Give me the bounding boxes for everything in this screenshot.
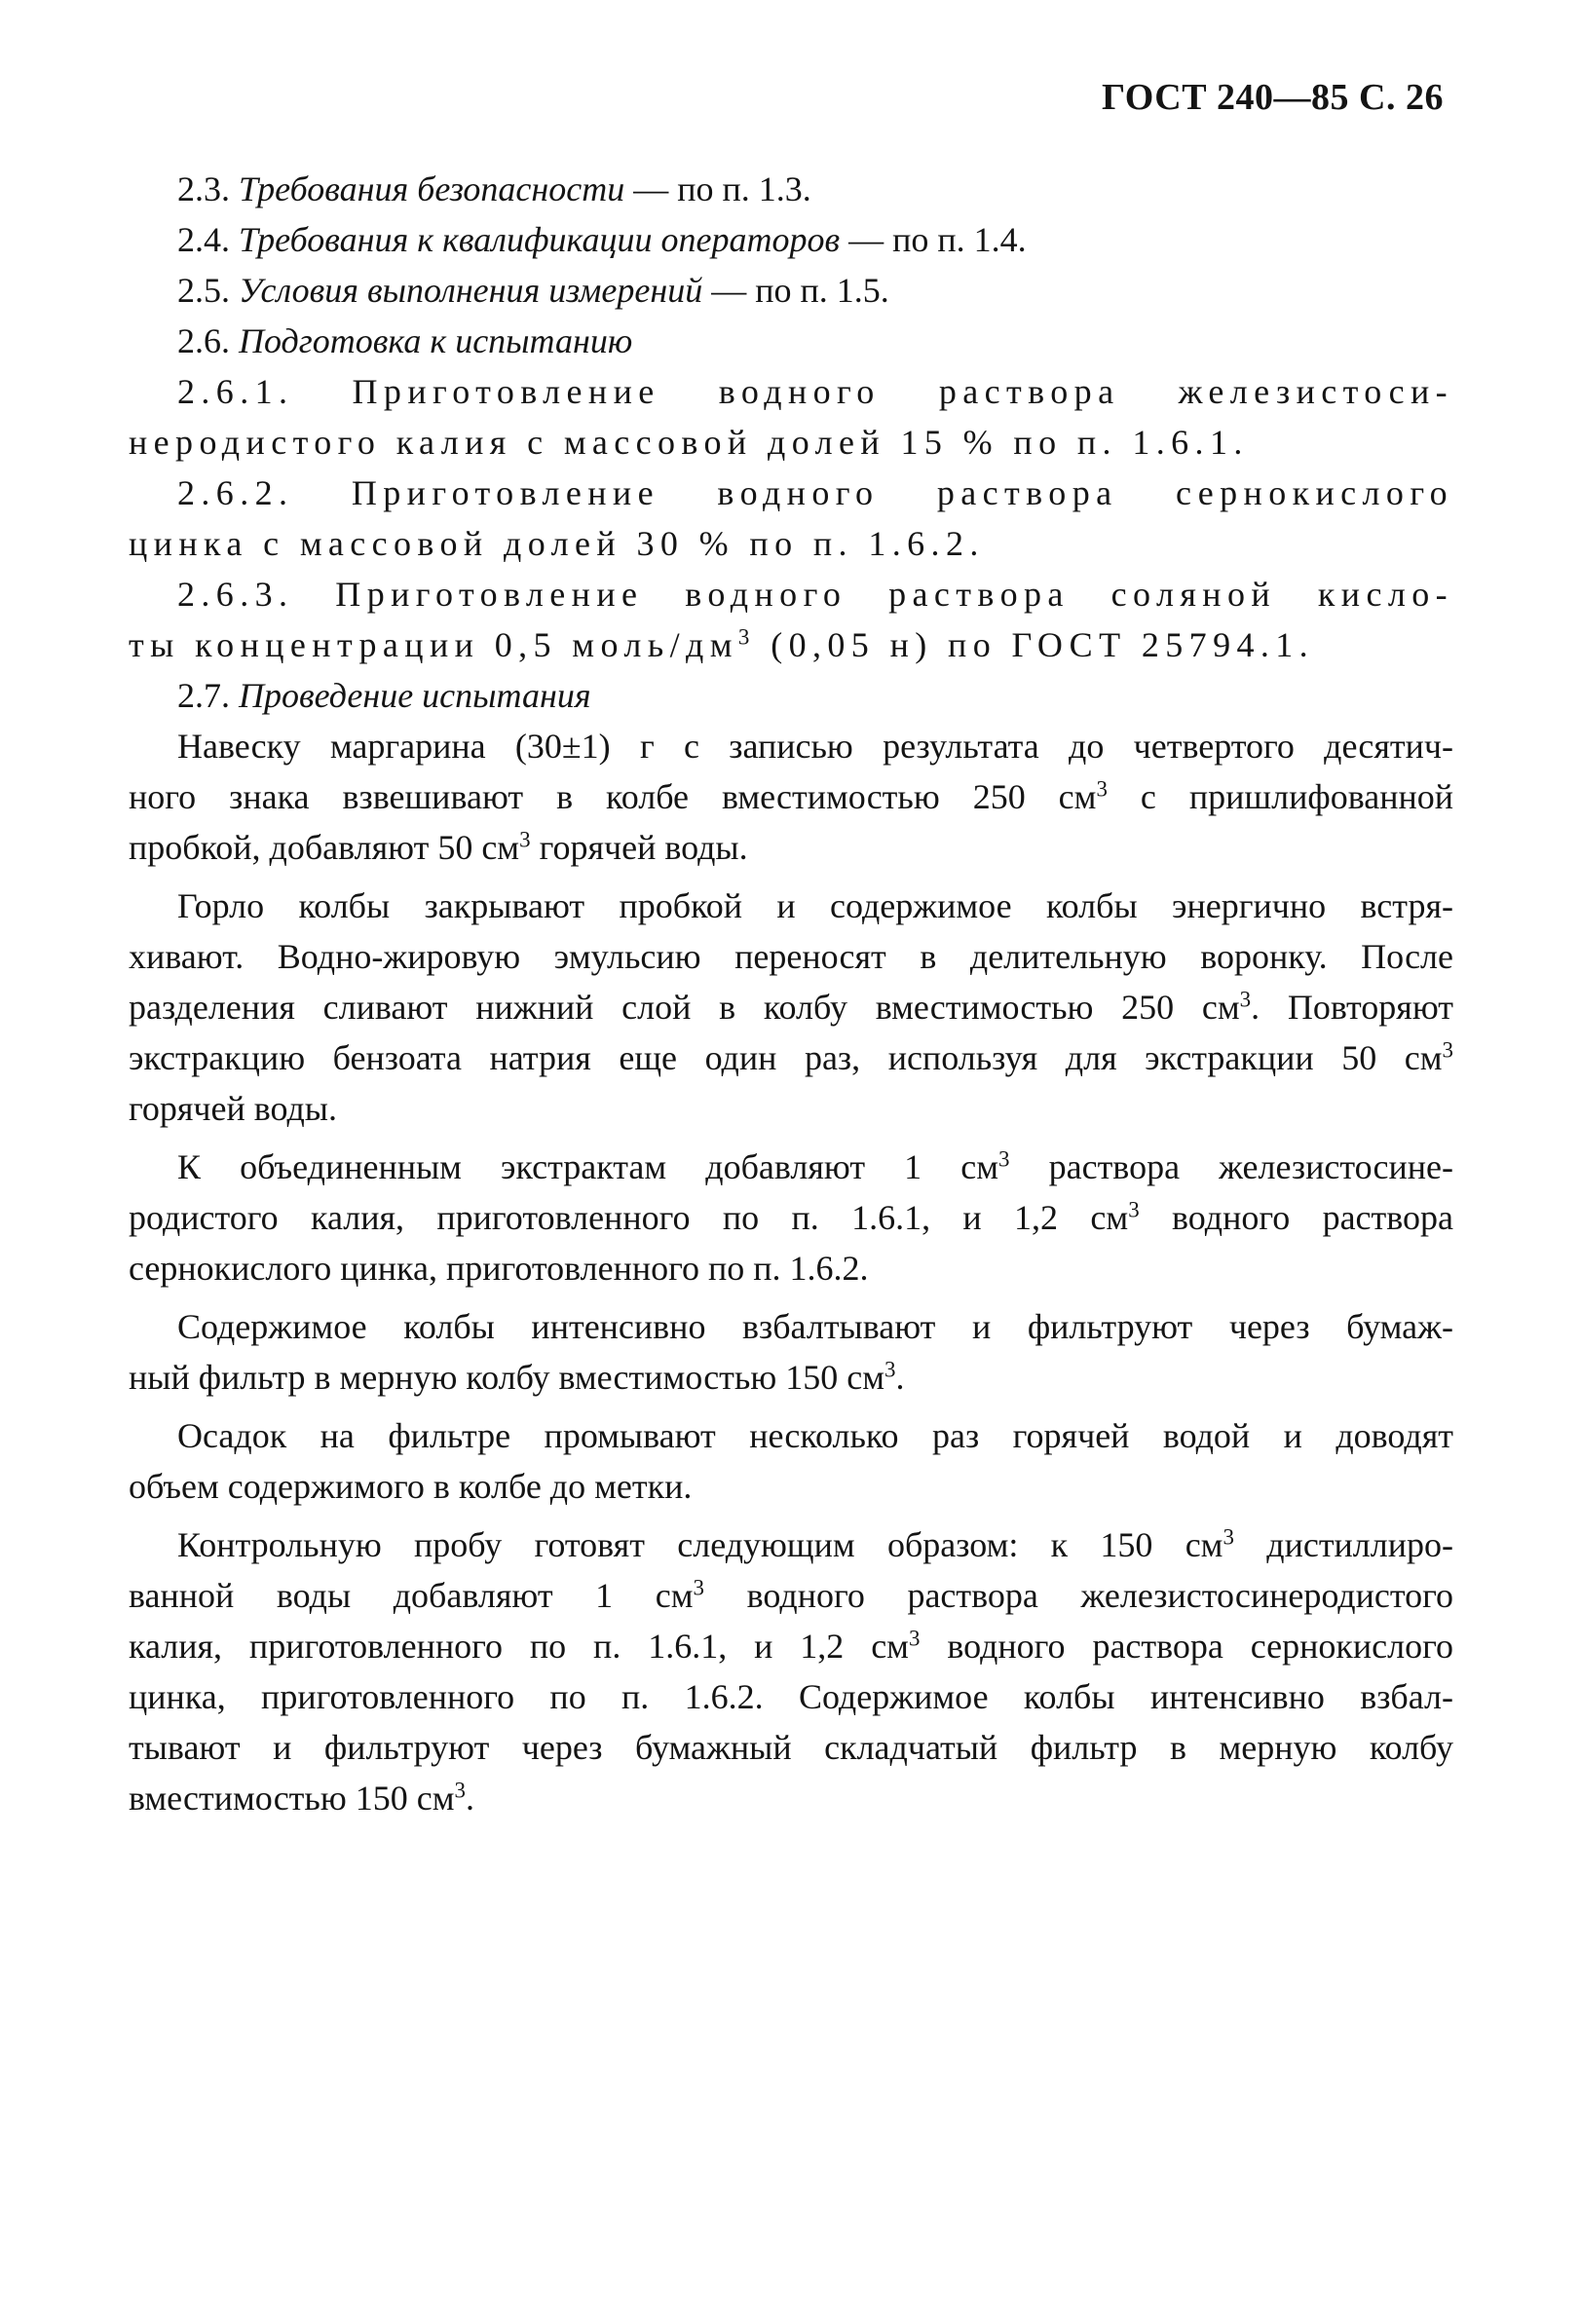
- paragraph-line: Содержимое колбы интенсивно взбалтывают и фильтруют через бумаж-: [177, 1307, 1453, 1346]
- page-header: ГОСТ 240—85 С. 26: [1102, 77, 1444, 118]
- paragraph-line: Горло колбы закрывают пробкой и содержимое колбы энергично встря-: [177, 886, 1453, 925]
- item-2-6: 2.6. Подготовка к испытанию: [177, 321, 633, 360]
- paragraph-line: Контрольную пробу готовят следующим образом: к 150 $см^3$ дистиллиро-: [177, 1524, 1453, 1564]
- paragraph-line: пробкой, добавляют 50 $см^3$ горячей воды.: [129, 827, 748, 867]
- item-title: Требования безопасности: [239, 169, 625, 208]
- item-2-7: 2.7. Проведение испытания: [177, 676, 591, 715]
- paragraph-line: ного знака взвешивают в колбе вместимостью 250 $см^3$ с пришлифованной: [129, 776, 1453, 816]
- item-2-6-1-line2: неродистого калия с массовой долей 15 % по п. 1.6.1.: [129, 423, 1249, 462]
- item-title: Проведение испытания: [239, 676, 591, 715]
- paragraph-line: калия, приготовленного по п. 1.6.1, и 1,2 $см^3$ водного раствора сернокислого: [129, 1626, 1453, 1666]
- paragraph-line: разделения сливают нижний слой в колбу вместимостью 250 $см^3$. Повторяют: [129, 987, 1453, 1027]
- paragraph-line: родистого калия, приготовленного по п. 1.6.1, и 1,2 $см^3$ водного раствора: [129, 1197, 1453, 1237]
- paragraph-line: К объединенным экстрактам добавляют 1 $см^3$ раствора железистосине-: [177, 1146, 1453, 1186]
- item-2-6-2-line2: цинка с массовой долей 30 % по п. 1.6.2.: [129, 524, 985, 563]
- paragraph-line: хивают. Водно-жировую эмульсию переносят в делительную воронку. После: [129, 937, 1453, 976]
- item-2-5: 2.5. Условия выполнения измерений — по п. 1.5.: [177, 271, 889, 310]
- paragraph-line: вместимостью 150 $см^3$.: [129, 1778, 474, 1818]
- item-2-3: 2.3. Требования безопасности — по п. 1.3.: [177, 169, 811, 208]
- paragraph-line: цинка, приготовленного по п. 1.6.2. Содержимое колбы интенсивно взбал-: [129, 1677, 1453, 1716]
- paragraph-line: экстракцию бензоата натрия еще один раз, используя для экстракции 50 $см^3$: [129, 1037, 1453, 1077]
- item-2-6-2-line1: 2.6.2. Приготовление водного раствора сернокислого: [177, 473, 1453, 512]
- paragraph-line: ванной воды добавляют 1 $см^3$ водного раствора железистосинеродистого: [129, 1575, 1453, 1615]
- paragraph-line: Осадок на фильтре промывают несколько раз горячей водой и доводят: [177, 1416, 1453, 1455]
- item-2-6-3-line1: 2.6.3. Приготовление водного раствора соляной кисло-: [177, 575, 1453, 614]
- paragraph-line: Навеску маргарина (30±1) г с записью результата до четвертого десятич-: [177, 727, 1453, 766]
- paragraph-line: сернокислого цинка, приготовленного по п. 1.6.2.: [129, 1249, 869, 1288]
- item-2-6-1-line1: 2.6.1. Приготовление водного раствора железистоси-: [177, 372, 1453, 411]
- paragraph-line: тывают и фильтруют через бумажный складчатый фильтр в мерную колбу: [129, 1728, 1453, 1767]
- paragraph-line: горячей воды.: [129, 1089, 337, 1128]
- paragraph-line: объем содержимого в колбе до метки.: [129, 1467, 693, 1506]
- item-2-6-3-line2: ты концентрации 0,5 моль/$дм^3$ (0,05 н) по ГОСТ 25794.1.: [129, 624, 1315, 664]
- item-title: Требования к квалификации операторов: [239, 220, 841, 259]
- item-title: Подготовка к испытанию: [239, 321, 633, 360]
- item-title: Условия выполнения измерений: [239, 271, 703, 310]
- paragraph-line: ный фильтр в мерную колбу вместимостью 150 $см^3$.: [129, 1357, 905, 1397]
- item-2-4: 2.4. Требования к квалификации операторов — по п. 1.4.: [177, 220, 1027, 259]
